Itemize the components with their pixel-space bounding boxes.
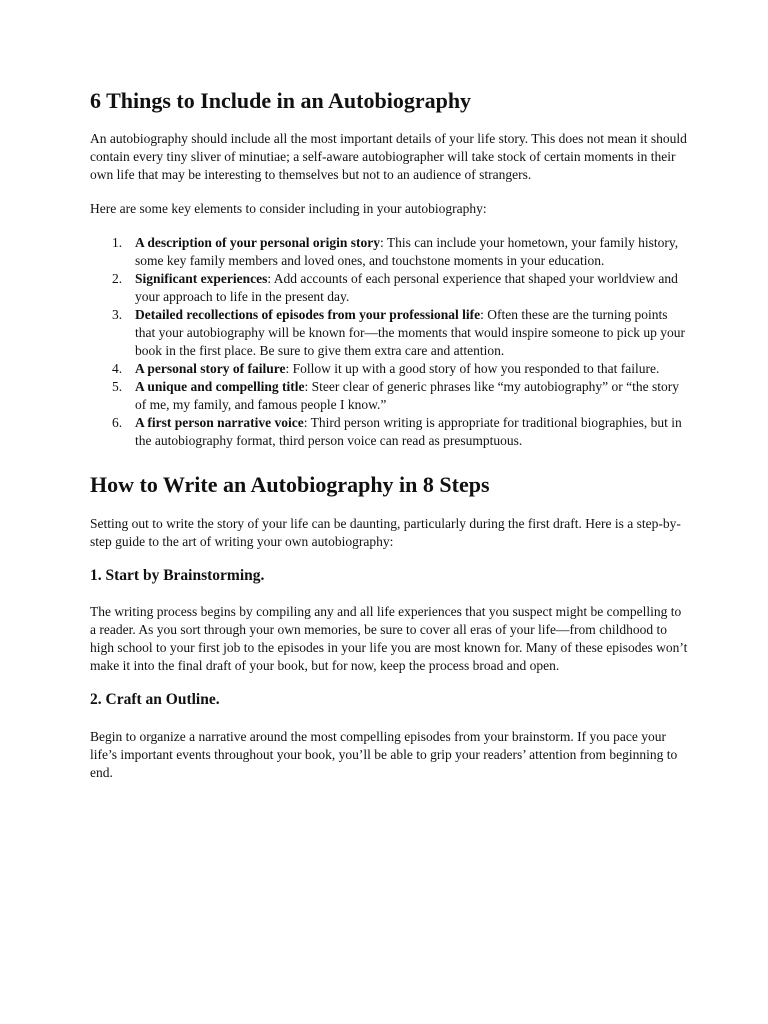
step-heading: 2. Craft an Outline.	[90, 691, 220, 709]
list-item-number: 4.	[112, 361, 123, 377]
step-body: The writing process begins by compiling any and all life experiences that you suspect might be compelling to a reader. As you sort through your own memories, be sure to cover all eras of your life—from childhood to high school to your first job to the episodes in your life you are most known for. Many of these episodes won’t make it into the final draft of your book, but for now, keep the process broad and open.	[90, 604, 688, 674]
list-item	[90, 270, 690, 306]
section1-lead: Here are some key elements to consider including in your autobiography:	[90, 201, 487, 217]
list-item-text: : Third person writing is appropriate for traditional biographies, but in the autobiography format, third person voice can read as presumptuous.	[135, 415, 682, 449]
list-item-bold: A description of your personal origin story	[135, 235, 381, 251]
list-item-bold: A personal story of failure	[135, 361, 286, 377]
section1-title: 6 Things to Include in an Autobiography	[90, 88, 472, 113]
list-item-text: : Add accounts of each personal experience that shaped your worldview and your approach to life in the present day.	[135, 271, 678, 305]
list-item-text: : This can include your hometown, your family history, some key family members and loved ones, and touchstone moments in your education.	[135, 235, 679, 269]
document-page	[90, 88, 690, 798]
list-item	[90, 306, 690, 360]
list-item-bold: A unique and compelling title	[135, 379, 305, 395]
list-item	[90, 360, 690, 378]
key-elements-list	[90, 234, 690, 450]
list-item-number: 1.	[112, 235, 123, 251]
section1-intro: An autobiography should include all the most important details of your life story. This does not mean it should contain every tiny sliver of minutiae; a self-aware autobiographer will take stock of certain moments in their own life that may be interesting to themselves but not to an audience of strangers.	[90, 131, 687, 183]
list-item-number: 3.	[112, 307, 123, 323]
list-item-bold: Detailed recollections of episodes from your professional life	[135, 307, 481, 323]
list-item-text: : Steer clear of generic phrases like “my autobiography” or “the story of me, my family, and famous people I know.”	[135, 379, 680, 413]
list-item-number: 5.	[112, 379, 123, 395]
list-item	[90, 234, 690, 270]
list-item	[90, 414, 690, 450]
list-item	[90, 378, 690, 414]
step-heading: 1. Start by Brainstorming.	[90, 566, 265, 584]
list-item-bold: A first person narrative voice	[135, 415, 304, 431]
list-item-number: 6.	[112, 415, 123, 431]
list-item-number: 2.	[112, 271, 123, 287]
step-body: Begin to organize a narrative around the most compelling episodes from your brainstorm. If you pace your life’s important events throughout your book, you’ll be able to grip your readers’ attention from beginning to end.	[90, 728, 678, 780]
section2-title: How to Write an Autobiography in 8 Steps	[90, 472, 490, 498]
section2-intro: Setting out to write the story of your life can be daunting, particularly during the first draft. Here is a step-by-step guide to the art of writing your own autobiography:	[90, 515, 681, 549]
list-item-text: : Follow it up with a good story of how you responded to that failure.	[285, 361, 660, 377]
list-item-text: : Often these are the turning points that your autobiography will be known for—the moments that would inspire someone to pick up your book in the first place. Be sure to give them extra care and attention.	[135, 307, 686, 359]
list-item-bold: Significant experiences	[135, 271, 268, 287]
